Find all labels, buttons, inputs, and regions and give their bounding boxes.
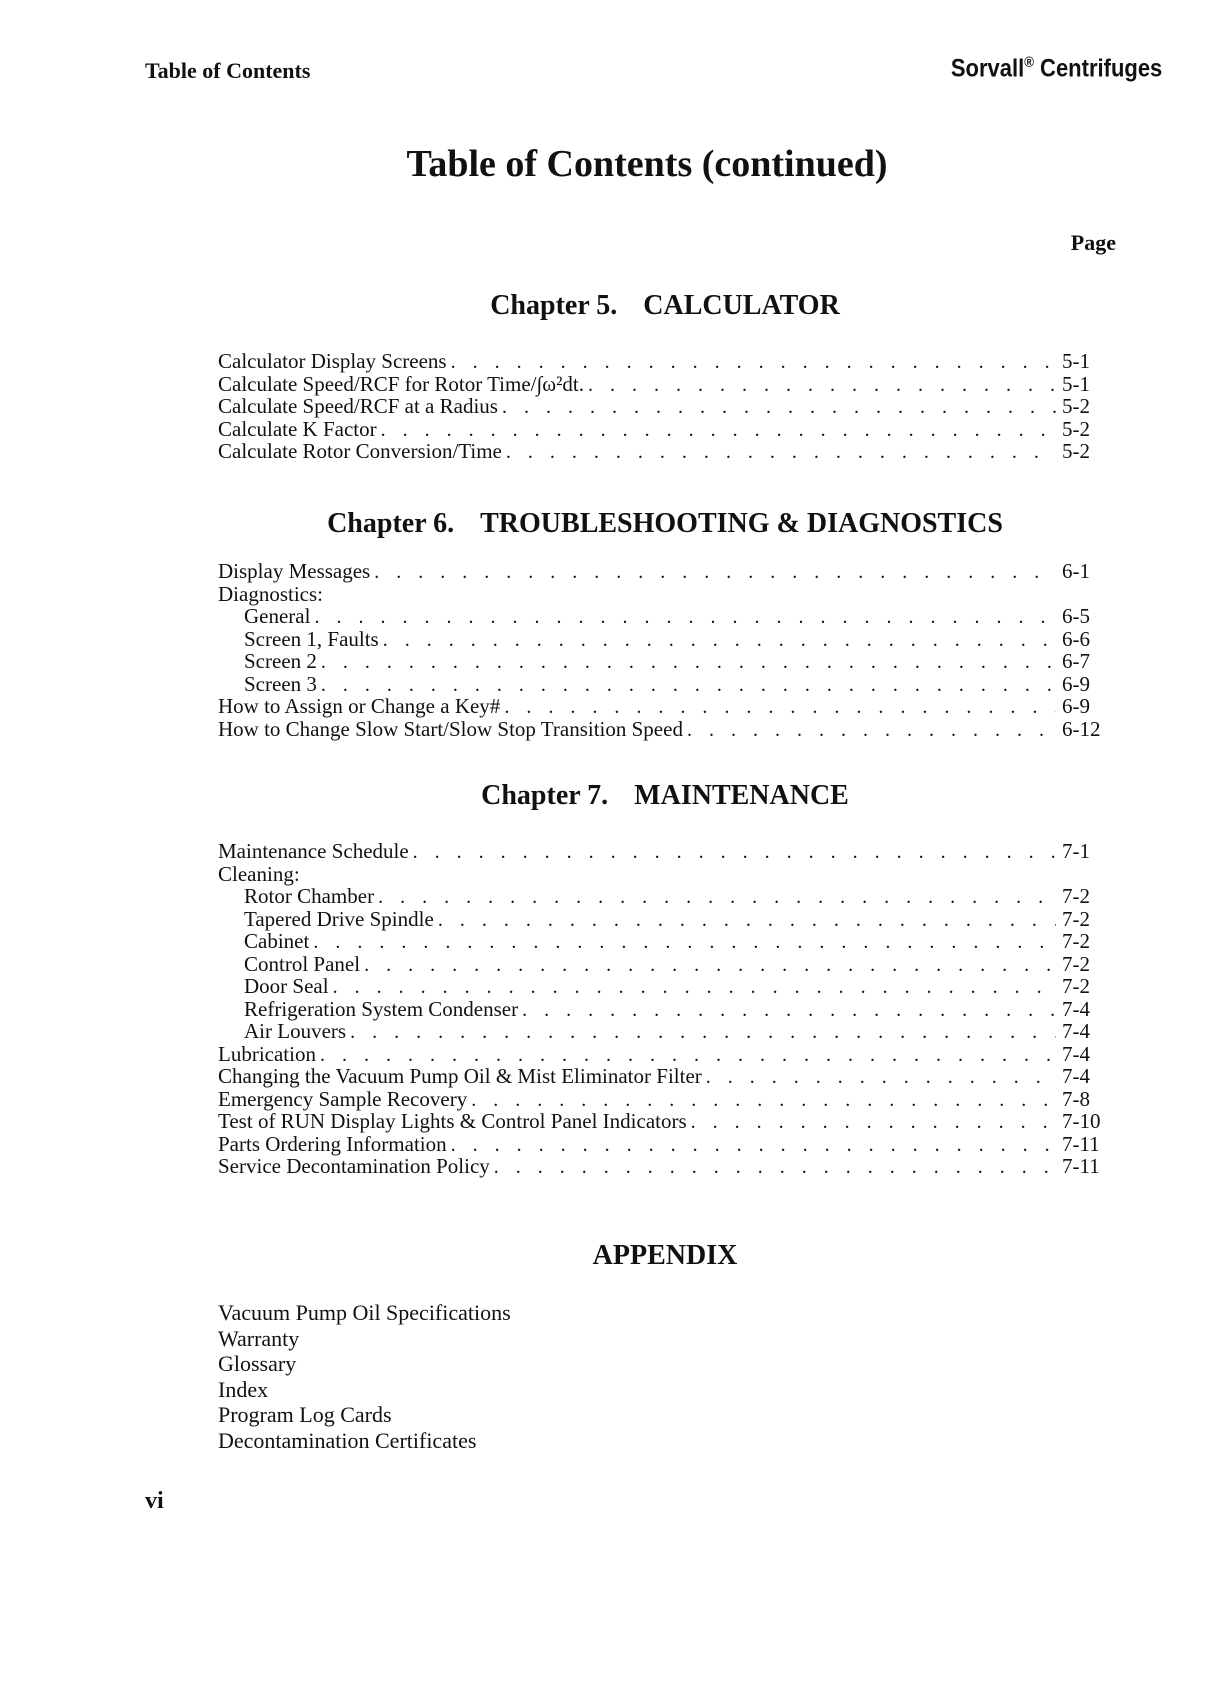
entry-page: 7-2: [1062, 951, 1090, 976]
chapter-6-heading: [215, 508, 1115, 540]
toc-entry[interactable]: [218, 718, 1118, 741]
entry-label: Control Panel: [244, 951, 361, 976]
entry-page: 6-1: [1062, 559, 1090, 583]
appendix-item[interactable]: Glossary: [218, 1351, 297, 1376]
entry-page: 6-5: [1062, 604, 1090, 628]
page-column-label: Page: [1070, 230, 1116, 255]
toc-entry[interactable]: [218, 930, 1118, 953]
appendix-item[interactable]: Index: [218, 1376, 269, 1402]
entry-label: Calculate Speed/RCF at a Radius: [218, 394, 498, 418]
dot-leader: [321, 651, 1056, 674]
entry-page: 7-4: [1062, 1019, 1090, 1043]
toc-entry[interactable]: [218, 1065, 1118, 1088]
dot-leader: [381, 419, 1056, 442]
entry-label: General: [244, 604, 311, 628]
chapter-5-entries: [218, 350, 1118, 463]
dot-leader: [320, 1044, 1056, 1067]
toc-entry[interactable]: [218, 885, 1118, 908]
entry-page: 6-7: [1062, 649, 1090, 673]
entry-label: Cleaning:: [218, 861, 300, 886]
entry-label: Display Messages: [218, 559, 371, 583]
page-title: Table of Contents (continued): [406, 143, 888, 185]
entry-page: 7-2: [1062, 906, 1090, 931]
entry-label: Maintenance Schedule: [218, 839, 409, 863]
brand-suffix: Centrifuges: [1033, 54, 1162, 83]
toc-entry[interactable]: [218, 605, 1118, 628]
entry-label: How to Change Slow Start/Slow Stop Transition Speed: [218, 716, 683, 741]
toc-entry[interactable]: [218, 440, 1118, 463]
brand-name: Sorvall: [950, 54, 1024, 83]
chapter-title: TROUBLESHOOTING & DIAGNOSTICS: [480, 508, 1003, 539]
page-number: vi: [145, 1488, 164, 1514]
entry-label: Emergency Sample Recovery: [218, 1086, 468, 1111]
appendix-item[interactable]: Decontamination Certificates: [218, 1427, 477, 1453]
entry-page: 7-2: [1062, 974, 1090, 998]
entry-label: Parts Ordering Information: [218, 1131, 447, 1156]
chapter-7-heading: [215, 780, 1115, 812]
toc-entry[interactable]: [218, 998, 1118, 1021]
dot-leader: [522, 999, 1056, 1022]
entry-label: Changing the Vacuum Pump Oil & Mist Eliminator Filter: [218, 1064, 702, 1088]
dot-leader: [687, 719, 1056, 742]
chapter-title: MAINTENANCE: [634, 780, 849, 811]
entry-label: Refrigeration System Condenser: [244, 996, 519, 1021]
dot-leader: [502, 396, 1056, 419]
toc-entry[interactable]: [218, 673, 1118, 696]
toc-entry[interactable]: [218, 975, 1118, 998]
running-header-right: [951, 54, 1162, 83]
entry-page: 5-2: [1062, 416, 1090, 441]
chapter-number: Chapter 6.: [327, 508, 455, 539]
entry-label: How to Assign or Change a Key#: [218, 694, 501, 718]
dot-leader: [378, 886, 1056, 909]
entry-page: 7-4: [1062, 996, 1090, 1021]
toc-entry[interactable]: [218, 1155, 1118, 1178]
entry-page: 7-10: [1062, 1109, 1101, 1133]
running-header-left: Table of Contents: [145, 58, 311, 83]
entry-page: 5-1: [1062, 349, 1090, 373]
entry-label: Door Seal: [244, 974, 329, 998]
dot-leader: [438, 909, 1056, 932]
entry-page: 6-9: [1062, 671, 1090, 696]
entry-page: 7-8: [1062, 1086, 1090, 1111]
dot-leader: [321, 674, 1056, 697]
dot-leader: [314, 606, 1056, 629]
entry-page: 6-6: [1062, 626, 1090, 651]
dot-leader: [691, 1111, 1056, 1134]
appendix-item[interactable]: Warranty: [218, 1325, 300, 1351]
dot-leader: [451, 351, 1056, 374]
toc-entry[interactable]: [218, 1110, 1118, 1133]
toc-entry[interactable]: [218, 1043, 1118, 1066]
entry-label: Air Louvers: [244, 1019, 347, 1043]
toc-entry[interactable]: [218, 373, 1118, 396]
toc-entry[interactable]: [218, 350, 1118, 373]
toc-subheading: [218, 583, 1118, 606]
entry-label: Calculate K Factor: [218, 416, 377, 441]
appendix-item[interactable]: Vacuum Pump Oil Specifications: [218, 1300, 511, 1325]
entry-page: 7-11: [1062, 1154, 1100, 1178]
entry-page: 7-2: [1062, 929, 1090, 953]
entry-page: 7-1: [1062, 839, 1090, 863]
entry-page: 5-2: [1062, 439, 1090, 463]
dot-leader: [471, 1089, 1056, 1112]
chapter-7-entries: [218, 840, 1118, 1178]
registered-mark: ®: [1023, 54, 1034, 71]
entry-label: Screen 2: [244, 649, 317, 673]
dot-leader: [506, 441, 1056, 464]
dot-leader: [413, 841, 1056, 864]
dot-leader: [451, 1134, 1056, 1157]
dot-leader: [374, 561, 1056, 584]
dot-leader: [313, 931, 1056, 954]
entry-label: Screen 1, Faults: [244, 626, 379, 651]
chapter-number: Chapter 7.: [481, 780, 609, 811]
chapter-5-heading: [215, 290, 1115, 322]
appendix-list: [218, 1300, 511, 1453]
entry-label: Test of RUN Display Lights & Control Panel Indicators: [218, 1109, 687, 1133]
toc-subheading: [218, 863, 1118, 886]
dot-leader: [504, 696, 1056, 719]
toc-entry[interactable]: [218, 908, 1118, 931]
entry-label: Rotor Chamber: [244, 884, 375, 908]
dot-leader: [333, 976, 1056, 999]
entry-label: Calculate Speed/RCF for Rotor Time/∫ω²dt.: [218, 371, 584, 396]
entry-label: Screen 3: [244, 671, 317, 696]
toc-entry[interactable]: [218, 418, 1118, 441]
entry-label: Diagnostics:: [218, 581, 323, 606]
dot-leader: [364, 954, 1056, 977]
toc-entry[interactable]: [218, 650, 1118, 673]
entry-page: 5-1: [1062, 371, 1090, 396]
entry-page: 6-12: [1062, 716, 1101, 741]
toc-entry[interactable]: [218, 1020, 1118, 1043]
toc-entry[interactable]: [218, 953, 1118, 976]
entry-label: Calculator Display Screens: [218, 349, 447, 373]
entry-label: Service Decontamination Policy: [218, 1154, 490, 1178]
toc-entry[interactable]: [218, 1133, 1118, 1156]
chapter-number: Chapter 5.: [490, 290, 618, 321]
dot-leader: [383, 629, 1056, 652]
entry-page: 6-9: [1062, 694, 1090, 718]
entry-page: 7-4: [1062, 1041, 1090, 1066]
entry-label: Calculate Rotor Conversion/Time: [218, 439, 502, 463]
dot-leader: [706, 1066, 1056, 1089]
entry-page: 7-2: [1062, 884, 1090, 908]
appendix-heading: APPENDIX: [592, 1240, 738, 1271]
entry-page: 5-2: [1062, 394, 1090, 418]
dot-leader: [350, 1021, 1056, 1044]
entry-label: Tapered Drive Spindle: [244, 906, 434, 931]
toc-entry[interactable]: [218, 1088, 1118, 1111]
toc-entry[interactable]: [218, 628, 1118, 651]
dot-leader: [588, 374, 1056, 397]
toc-entry[interactable]: [218, 840, 1118, 863]
entry-label: Lubrication: [218, 1041, 316, 1066]
entry-page: 7-4: [1062, 1064, 1090, 1088]
toc-entry[interactable]: [218, 560, 1118, 583]
chapter-title: CALCULATOR: [643, 290, 840, 321]
toc-entry[interactable]: [218, 695, 1118, 718]
dot-leader: [494, 1156, 1056, 1179]
chapter-6-entries: [218, 560, 1118, 740]
entry-label: Cabinet: [244, 929, 310, 953]
entry-page: 7-11: [1062, 1131, 1100, 1156]
toc-entry[interactable]: [218, 395, 1118, 418]
appendix-item[interactable]: Program Log Cards: [218, 1402, 392, 1427]
